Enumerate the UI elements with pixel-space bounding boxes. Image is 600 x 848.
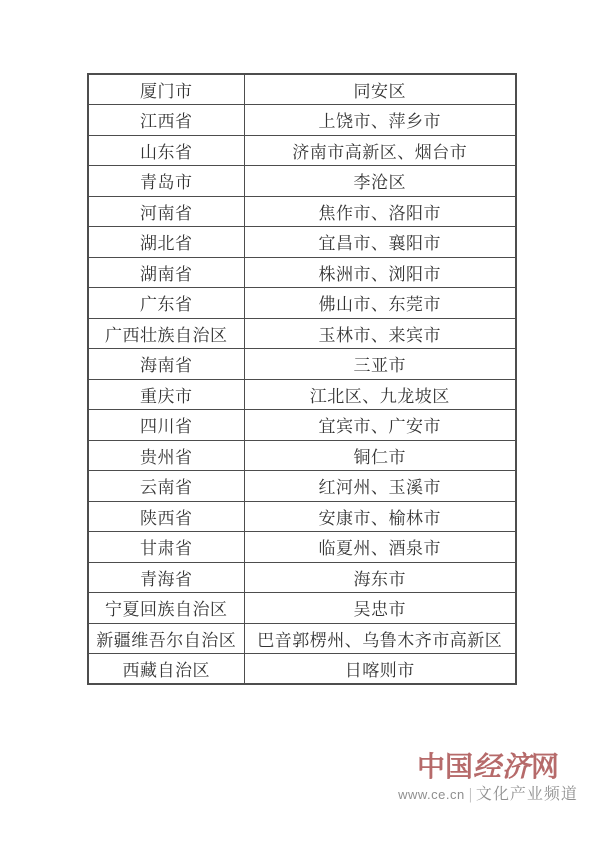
channel-name: 文化产业频道 <box>475 786 578 803</box>
cities-cell: 宜昌市、襄阳市 <box>244 227 516 258</box>
cities-cell: 吴忠市 <box>244 593 516 624</box>
table-row <box>88 288 516 319</box>
cities-cell: 铜仁市 <box>244 440 516 471</box>
table-row <box>88 166 516 197</box>
cities-cell: 海东市 <box>244 562 516 593</box>
province-cell: 山东省 <box>88 135 244 166</box>
brand-block-right: 网 <box>531 752 560 783</box>
province-cell: 河南省 <box>88 196 244 227</box>
cities-cell: 上饶市、萍乡市 <box>244 105 516 136</box>
province-cell: 海南省 <box>88 349 244 380</box>
brand-block-left: 中国 <box>416 752 473 783</box>
province-cell: 甘肃省 <box>88 532 244 563</box>
cities-cell: 李沧区 <box>244 166 516 197</box>
cities-cell: 玉林市、来宾市 <box>244 318 516 349</box>
cities-cell: 巴音郭楞州、乌鲁木齐市高新区 <box>244 623 516 654</box>
table-row <box>88 379 516 410</box>
site-watermark <box>398 752 578 804</box>
table-row <box>88 105 516 136</box>
table-row <box>88 532 516 563</box>
province-cell: 贵州省 <box>88 440 244 471</box>
cities-cell: 济南市高新区、烟台市 <box>244 135 516 166</box>
table-row <box>88 349 516 380</box>
table-body <box>88 74 516 684</box>
table-row <box>88 471 516 502</box>
table-row <box>88 196 516 227</box>
province-cell: 青岛市 <box>88 166 244 197</box>
table-row <box>88 562 516 593</box>
table-row <box>88 257 516 288</box>
province-cell: 江西省 <box>88 105 244 136</box>
cities-cell: 红河州、玉溪市 <box>244 471 516 502</box>
table-row <box>88 593 516 624</box>
table-row <box>88 135 516 166</box>
site-url: www.ce.cn <box>398 787 465 802</box>
cities-cell: 焦作市、洛阳市 <box>244 196 516 227</box>
cities-cell: 佛山市、东莞市 <box>244 288 516 319</box>
province-cell: 四川省 <box>88 410 244 441</box>
table-row <box>88 623 516 654</box>
table-row <box>88 318 516 349</box>
brand-logo-text <box>403 752 573 784</box>
province-cell: 青海省 <box>88 562 244 593</box>
province-cell: 广东省 <box>88 288 244 319</box>
table-row <box>88 410 516 441</box>
separator-bar: | <box>468 786 472 803</box>
cities-cell: 宜宾市、广安市 <box>244 410 516 441</box>
cities-cell: 株洲市、浏阳市 <box>244 257 516 288</box>
brand-tagline <box>398 786 578 804</box>
province-cell: 广西壮族自治区 <box>88 318 244 349</box>
table-row <box>88 227 516 258</box>
cities-cell: 日喀则市 <box>244 654 516 685</box>
province-cell: 云南省 <box>88 471 244 502</box>
cities-cell: 江北区、九龙坡区 <box>244 379 516 410</box>
province-city-table <box>87 73 517 685</box>
table-row <box>88 74 516 105</box>
table-row <box>88 440 516 471</box>
cities-cell: 三亚市 <box>244 349 516 380</box>
province-cell: 厦门市 <box>88 74 244 105</box>
province-cell: 陕西省 <box>88 501 244 532</box>
province-cell: 湖北省 <box>88 227 244 258</box>
brand-script-middle: 经济 <box>472 752 531 783</box>
province-cell: 西藏自治区 <box>88 654 244 685</box>
province-cell: 新疆维吾尔自治区 <box>88 623 244 654</box>
province-cell: 湖南省 <box>88 257 244 288</box>
cities-cell: 临夏州、酒泉市 <box>244 532 516 563</box>
province-cell: 重庆市 <box>88 379 244 410</box>
cities-cell: 安康市、榆林市 <box>244 501 516 532</box>
table-row <box>88 654 516 685</box>
province-cell: 宁夏回族自治区 <box>88 593 244 624</box>
table-row <box>88 501 516 532</box>
cities-cell: 同安区 <box>244 74 516 105</box>
